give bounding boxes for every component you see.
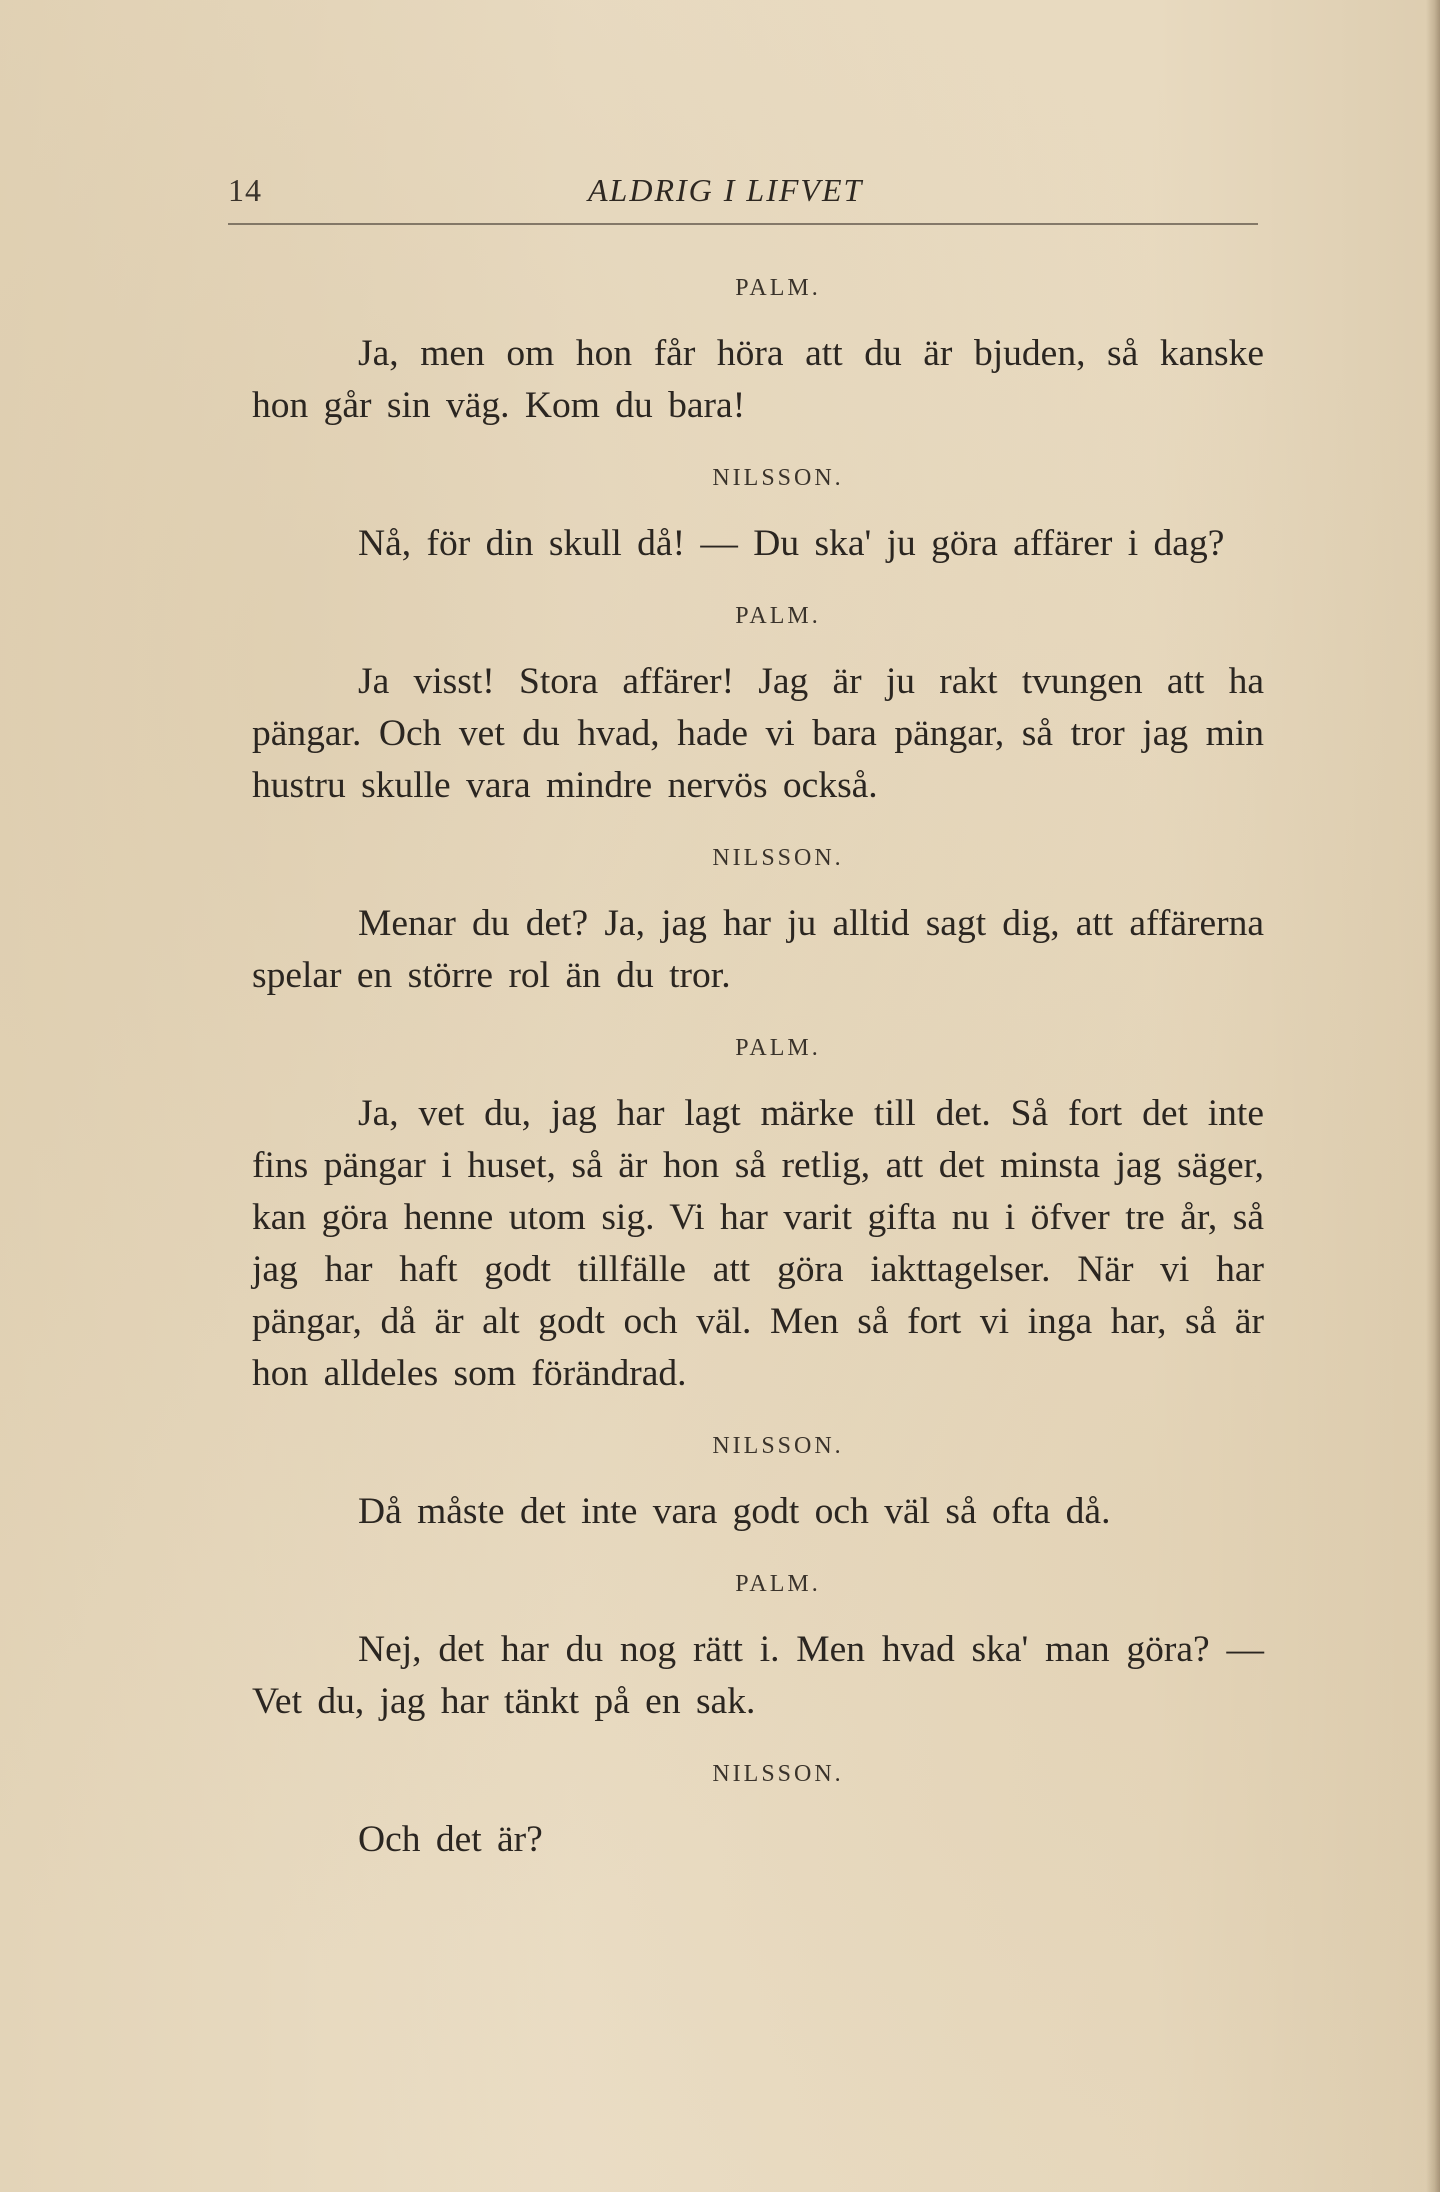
page-number: 14 xyxy=(228,172,262,208)
speaker-name: NILSSON. xyxy=(712,1433,844,1459)
running-title: ALDRIG I LIFVET xyxy=(588,172,864,208)
speech-paragraph: Nå, för din skull då! — Du ska' ju göra affärer i dag? xyxy=(358,523,1225,564)
speaker-name: PALM. xyxy=(735,603,821,629)
running-header xyxy=(228,168,1258,220)
speech-paragraph: Då måste det inte vara godt och väl så ofta då. xyxy=(358,1491,1111,1532)
speech-paragraph: Menar du det? Ja, jag har ju alltid sagt dig, att affärerna spelar en större rol än du tror. xyxy=(252,903,1264,996)
speech-paragraph: Ja visst! Stora affärer! Jag är ju rakt tvungen att ha pängar. Och vet du hvad, hade vi bara pängar, så tror jag min hustru skulle vara mindre nervös också. xyxy=(252,661,1264,806)
speaker-name: PALM. xyxy=(735,1035,821,1061)
speaker-name: NILSSON. xyxy=(712,845,844,871)
speaker-name: PALM. xyxy=(735,275,821,301)
page-edge xyxy=(1426,0,1440,2192)
speech-paragraph: Ja, men om hon får höra att du är bjuden, så kanske hon går sin väg. Kom du bara! xyxy=(252,333,1264,426)
speaker-name: NILSSON. xyxy=(712,465,844,491)
speech-paragraph: Ja, vet du, jag har lagt märke till det. Så fort det inte fins pängar i huset, så är hon så retlig, att det minsta jag säger, kan göra henne utom sig. Vi har varit gifta nu i öfver tre år, så jag har haft godt tillfälle att göra iakttagelser. När vi har pängar, då är alt godt och väl. Men så fort vi inga har, så är hon alldeles som förändrad. xyxy=(252,1093,1264,1394)
speaker-name: NILSSON. xyxy=(712,1761,844,1787)
header-rule xyxy=(228,223,1258,225)
dialogue-text xyxy=(252,272,1264,1866)
speech-paragraph: Nej, det har du nog rätt i. Men hvad ska' man göra? — Vet du, jag har tänkt på en sak. xyxy=(252,1629,1264,1722)
speaker-name: PALM. xyxy=(735,1571,821,1597)
speech-paragraph: Och det är? xyxy=(358,1819,543,1860)
